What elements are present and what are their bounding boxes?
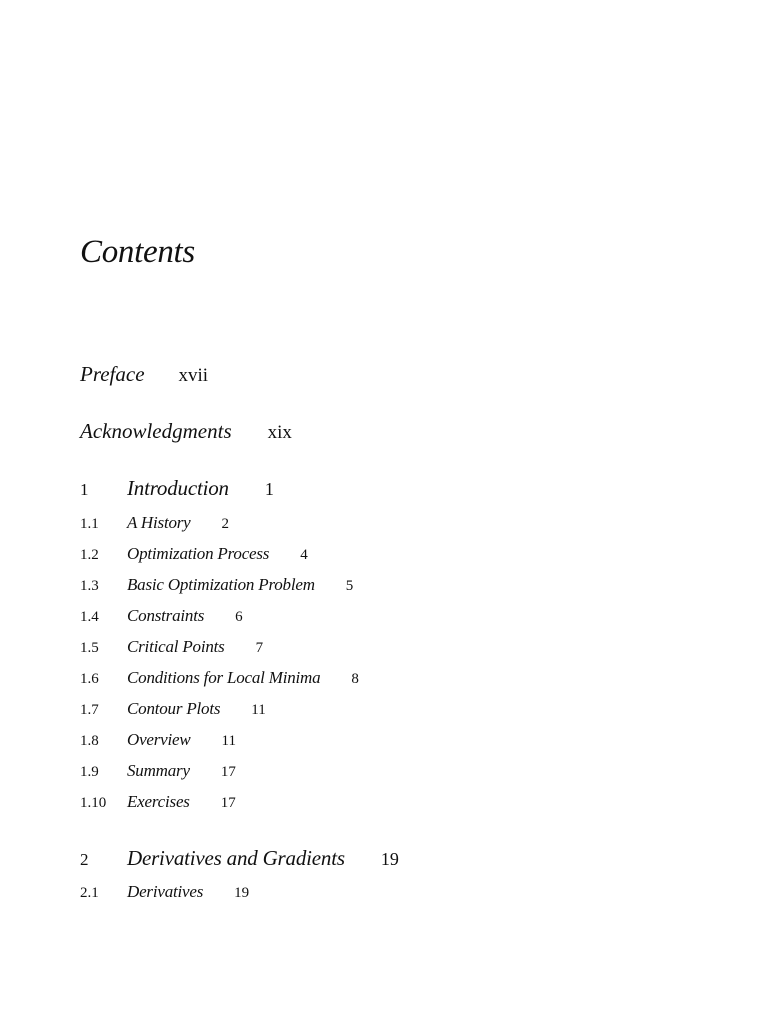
toc-section[interactable] — [80, 637, 263, 657]
section-number: 1.3 — [80, 578, 99, 594]
chapter-label: Introduction — [127, 476, 229, 500]
toc-section[interactable] — [80, 882, 249, 902]
toc-entry-acknowledgments[interactable] — [80, 419, 292, 444]
section-label: Optimization Process — [127, 544, 270, 563]
section-page: 8 — [351, 671, 359, 687]
section-label: Constraints — [127, 606, 205, 625]
toc-entry-label: Acknowledgments — [80, 419, 232, 443]
toc-section[interactable] — [80, 513, 229, 533]
section-number: 1.1 — [80, 516, 99, 532]
section-label: Conditions for Local Minima — [127, 668, 321, 687]
section-number: 1.10 — [80, 795, 107, 811]
chapter-number: 2 — [80, 850, 89, 869]
toc-section[interactable] — [80, 699, 266, 719]
chapter-number: 1 — [80, 480, 89, 499]
section-label: Basic Optimization Problem — [127, 575, 315, 594]
section-page: 5 — [345, 578, 354, 594]
section-label: Contour Plots — [127, 699, 221, 718]
section-number: 1.9 — [80, 764, 99, 780]
section-page: 17 — [220, 764, 236, 780]
chapter-label: Derivatives and Gradients — [127, 846, 345, 870]
section-number: 1.6 — [80, 671, 99, 687]
page-title: Contents — [80, 234, 195, 270]
section-page: 7 — [255, 640, 264, 656]
section-page: 11 — [221, 733, 236, 749]
toc-entry-page: xvii — [178, 365, 209, 386]
toc-section[interactable] — [80, 544, 308, 564]
toc-section[interactable] — [80, 792, 236, 812]
section-number: 1.7 — [80, 702, 99, 718]
toc-chapter-1[interactable] — [80, 476, 274, 501]
section-label: Critical Points — [127, 637, 225, 656]
section-number: 1.2 — [80, 547, 99, 563]
section-label: Exercises — [127, 792, 190, 811]
toc-entry-preface[interactable] — [80, 362, 208, 387]
section-label: Overview — [127, 730, 191, 749]
toc-section[interactable] — [80, 575, 353, 595]
chapter-page: 19 — [380, 849, 399, 869]
section-page: 11 — [251, 702, 266, 718]
section-number: 1.4 — [80, 609, 99, 625]
section-page: 6 — [235, 609, 243, 625]
section-page: 2 — [221, 516, 230, 532]
section-label: A History — [127, 513, 191, 532]
toc-section[interactable] — [80, 606, 243, 626]
toc-section[interactable] — [80, 668, 359, 688]
toc-section[interactable] — [80, 730, 236, 750]
toc-chapter-2[interactable] — [80, 846, 399, 871]
section-number: 1.8 — [80, 733, 99, 749]
section-number: 2.1 — [80, 885, 99, 901]
toc-section[interactable] — [80, 761, 236, 781]
toc-entry-page: xix — [267, 422, 292, 443]
section-page: 17 — [220, 795, 236, 811]
section-page: 19 — [234, 885, 250, 901]
section-label: Summary — [127, 761, 190, 780]
chapter-page: 1 — [264, 479, 274, 499]
toc-entry-label: Preface — [80, 362, 145, 386]
section-label: Derivatives — [127, 882, 204, 901]
section-page: 4 — [300, 547, 308, 563]
section-number: 1.5 — [80, 640, 99, 656]
